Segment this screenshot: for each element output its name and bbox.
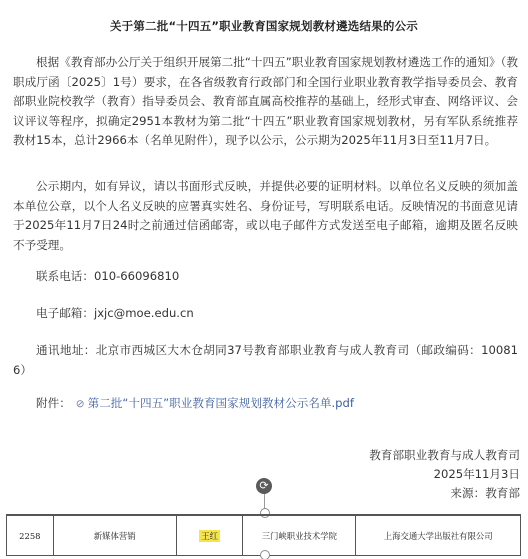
body-paragraph-1: 根据《教育部办公厅关于组织开展第二批“十四五”职业教育国家规划教材遴选工作的通知》（教职成厅函〔2025〕1号）要求，在各省级教育行政部门和全国行业职业教育教学指导委员会、教育部职业院校教学（教育）指导委员会、教育部直属高校推荐的基础上，经形式审查、网络评议、会议评议等程序，拟确定2951本教材为第二批“十四五”职业教育国家规划教材，另有军队系统推荐教材15本，总计2966本（名单见附件），现予以公示，公示期为2025年11月3日至11月7日。: [13, 55, 518, 147]
contact-address: 通讯地址：北京市西城区大木仓胡同37号教育部职业教育与成人教育司（邮政编码：100816）: [13, 343, 518, 377]
rotate-icon[interactable]: ⟳: [256, 478, 272, 494]
attachment-row: [36, 394, 354, 415]
signature-date: 2025年11月3日: [433, 467, 520, 481]
page-title: 关于第二批“十四五”职业教育国家规划教材遴选结果的公示: [109, 19, 418, 33]
signature-org: 教育部职业教育与成人教育司: [369, 448, 520, 462]
link-icon: ⊘: [75, 398, 85, 410]
table-cell-publisher: 上海交通大学出版社有限公司: [356, 516, 520, 556]
body-paragraph-2: 公示期内，如有异议，请以书面形式反映，并提供必要的证明材料。以单位名义反映的须加盖本单位公章，以个人名义反映的应署真实姓名、身份证号，写明联系电话。反映情况的书面意见请于2025年11月7日24时之前通过信函邮寄，或以电子邮件方式发送至电子邮箱，逾期及匿名反映不予受理。: [13, 179, 518, 252]
signature-source: 来源：教育部: [450, 486, 520, 500]
resize-handle-bottom[interactable]: [260, 550, 270, 559]
contact-phone: 联系电话：010-66096810: [36, 269, 180, 283]
table-cell-id: 2258: [7, 516, 53, 556]
highlighted-author: 王红: [201, 530, 218, 541]
table-cell-author: [176, 516, 243, 556]
attachment-link[interactable]: 第二批“十四五”职业教育国家规划教材公示名单.pdf: [87, 396, 354, 410]
attachment-label: 附件：: [36, 396, 71, 410]
contact-email: 电子邮箱：jxjc@moe.edu.cn: [36, 306, 194, 320]
table-cell-school: 三门峡职业技术学院: [243, 516, 356, 556]
table-cell-title: 新媒体营销: [53, 516, 176, 556]
